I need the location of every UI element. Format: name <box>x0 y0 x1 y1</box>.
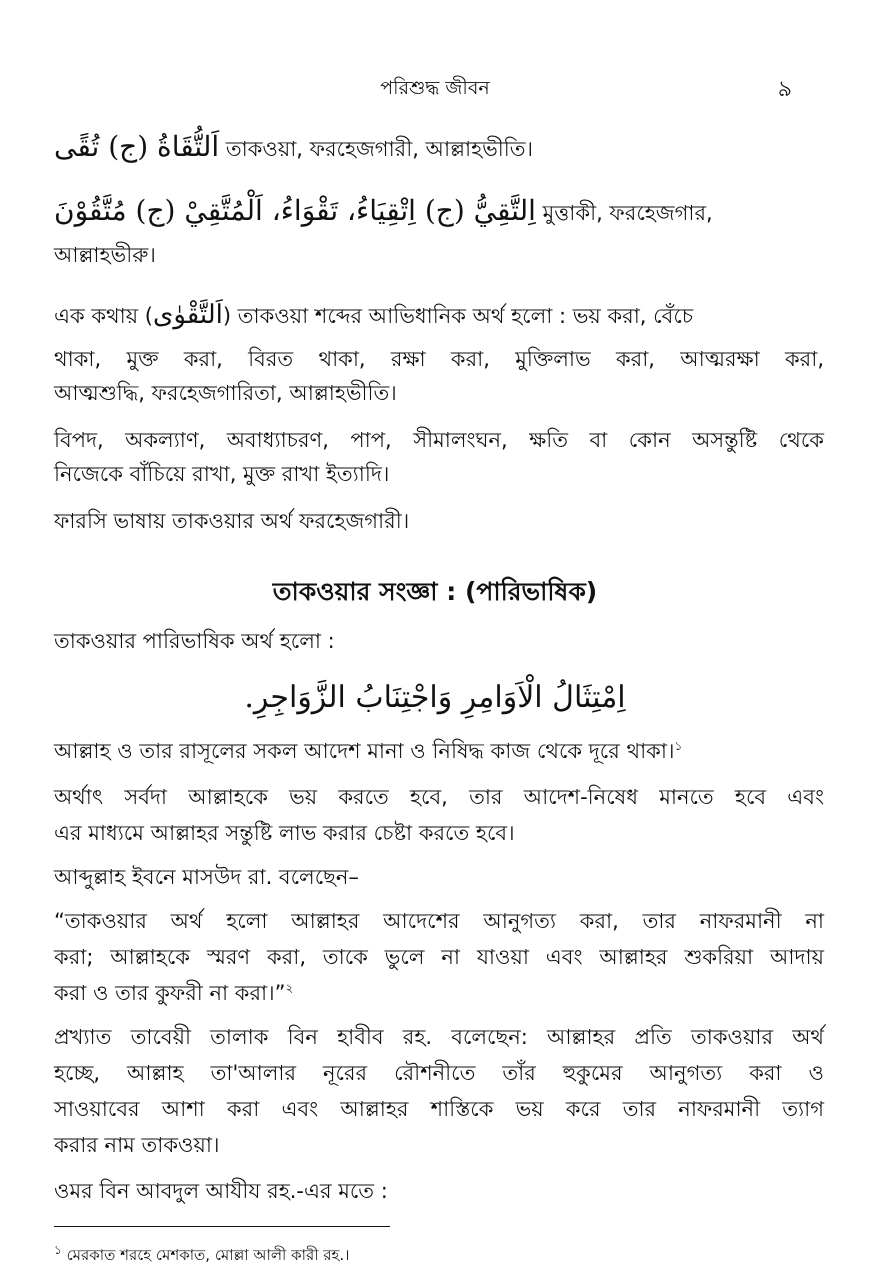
text-fragment: করা ও তার কুফরী না করা।” <box>54 981 286 1005</box>
text-line: এর মাধ্যমে আল্লাহর সন্তুষ্টি লাভ করার চেষ্টা করতে হবে। <box>54 821 515 845</box>
text-line: ফারসি ভাষায় তাকওয়ার অর্থ ফরহেজগারী। <box>54 509 410 533</box>
definition-line-2 <box>54 196 824 228</box>
definition-line-1 <box>54 132 824 164</box>
footnote-marker: ১ <box>674 739 683 753</box>
footnote-text: মেরকাত শরহে মেশকাত, মোল্লা আলী কারী রহ.। <box>66 1246 350 1264</box>
section-heading: তাকওয়ার সংজ্ঞা : (পারিভাষিক) <box>272 577 598 606</box>
quote-line: করা; আল্লাহকে স্মরণ করা, তাকে ভুলে না যাওয়া এবং আল্লাহর শুকরিয়া আদায় <box>54 945 824 969</box>
footnote <box>54 1244 350 1269</box>
text-line: আব্দুল্লাহ ইবনে মাসউদ রা. বলেছেন– <box>54 865 359 889</box>
text-line: নিজেকে বাঁচিয়ে রাখা, মুক্ত রাখা ইত্যাদি। <box>54 462 390 486</box>
text-line: সাওয়াবের আশা করা এবং আল্লাহর শাস্তিকে ভয় করে তার নাফরমানী ত্যাগ <box>54 1097 824 1121</box>
text-line <box>54 300 824 331</box>
bengali-meaning-1: তাকওয়া, ফরহেজগারী, আল্লাহভীতি। <box>225 137 534 161</box>
bengali-meaning-2: মুত্তাকী, ফরহেজগার, <box>542 201 713 225</box>
arabic-term-muttaqi: اِلتَّقِيُّ (ج) اِتْقِيَاءُ، تَقْوَاءُ، اَلْمُتَّقِيْ (ج) مُتَّقُوْنَ <box>54 194 536 227</box>
text-line: তাকওয়ার পারিভাষিক অর্থ হলো : <box>54 629 335 653</box>
running-header-title: পরিশুদ্ধ জীবন <box>380 77 490 99</box>
text-line: বিপদ, অকল্যাণ, অবাধ্যাচরণ, পাপ, সীমালংঘন, ক্ষতি বা কোন অসন্তুষ্টি থেকে <box>54 428 824 452</box>
text-fragment: ) তাকওয়া শব্দের আভিধানিক অর্থ হলো : ভয় করা, বেঁচে <box>222 304 694 328</box>
text-line: প্রখ্যাত তাবেয়ী তালাক বিন হাবীব রহ. বলেছেন: আল্লাহর প্রতি তাকওয়ার অর্থ <box>54 1025 824 1049</box>
text-line <box>54 736 824 766</box>
page-number: ৯ <box>777 77 792 102</box>
text-line: ওমর বিন আবদুল আযীয রহ.-এর মতে : <box>54 1179 388 1203</box>
text-line: আত্মশুদ্ধি, ফরহেজগারিতা, আল্লাহভীতি। <box>54 381 397 405</box>
footnote-divider <box>54 1226 390 1227</box>
text-line: হচ্ছে, আল্লাহ তা'আলার নূরের রৌশনীতে তাঁর হুকুমের আনুগত্য করা ও <box>54 1061 824 1085</box>
arabic-term-tuqat: اَلتُّقَاةُ (ج) تُقًى <box>54 130 220 163</box>
footnote-number: ১ <box>54 1243 62 1257</box>
text-fragment: আল্লাহ ও তার রাসূলের সকল আদেশ মানা ও নিষিদ্ধ কাজ থেকে দূরে থাকা। <box>54 739 675 763</box>
quote-line: “তাকওয়ার অর্থ হলো আল্লাহর আদেশের আনুগত্য করা, তার নাফরমানী না <box>54 909 824 933</box>
footnote-marker: ২ <box>285 981 294 995</box>
arabic-definition: اِمْتِثَالُ الْاَوَامِرِ وَاجْتِنَابُ الزَّوَاجِرِ. <box>244 680 626 715</box>
text-line: থাকা, মুক্ত করা, বিরত থাকা, রক্ষা করা, মুক্তিলাভ করা, আত্মরক্ষা করা, <box>54 347 824 371</box>
text-line: অর্থাৎ সর্বদা আল্লাহকে ভয় করতে হবে, তার আদেশ-নিষেধ মানতে হবে এবং <box>54 785 824 809</box>
text-line: আল্লাহভীরু। <box>54 243 156 267</box>
text-line: করার নাম তাকওয়া। <box>54 1133 220 1157</box>
text-fragment: এক কথায় ( <box>54 304 153 328</box>
arabic-term-taqwa: اَلتَّقْوٰى <box>152 300 223 330</box>
quote-line <box>54 978 824 1008</box>
